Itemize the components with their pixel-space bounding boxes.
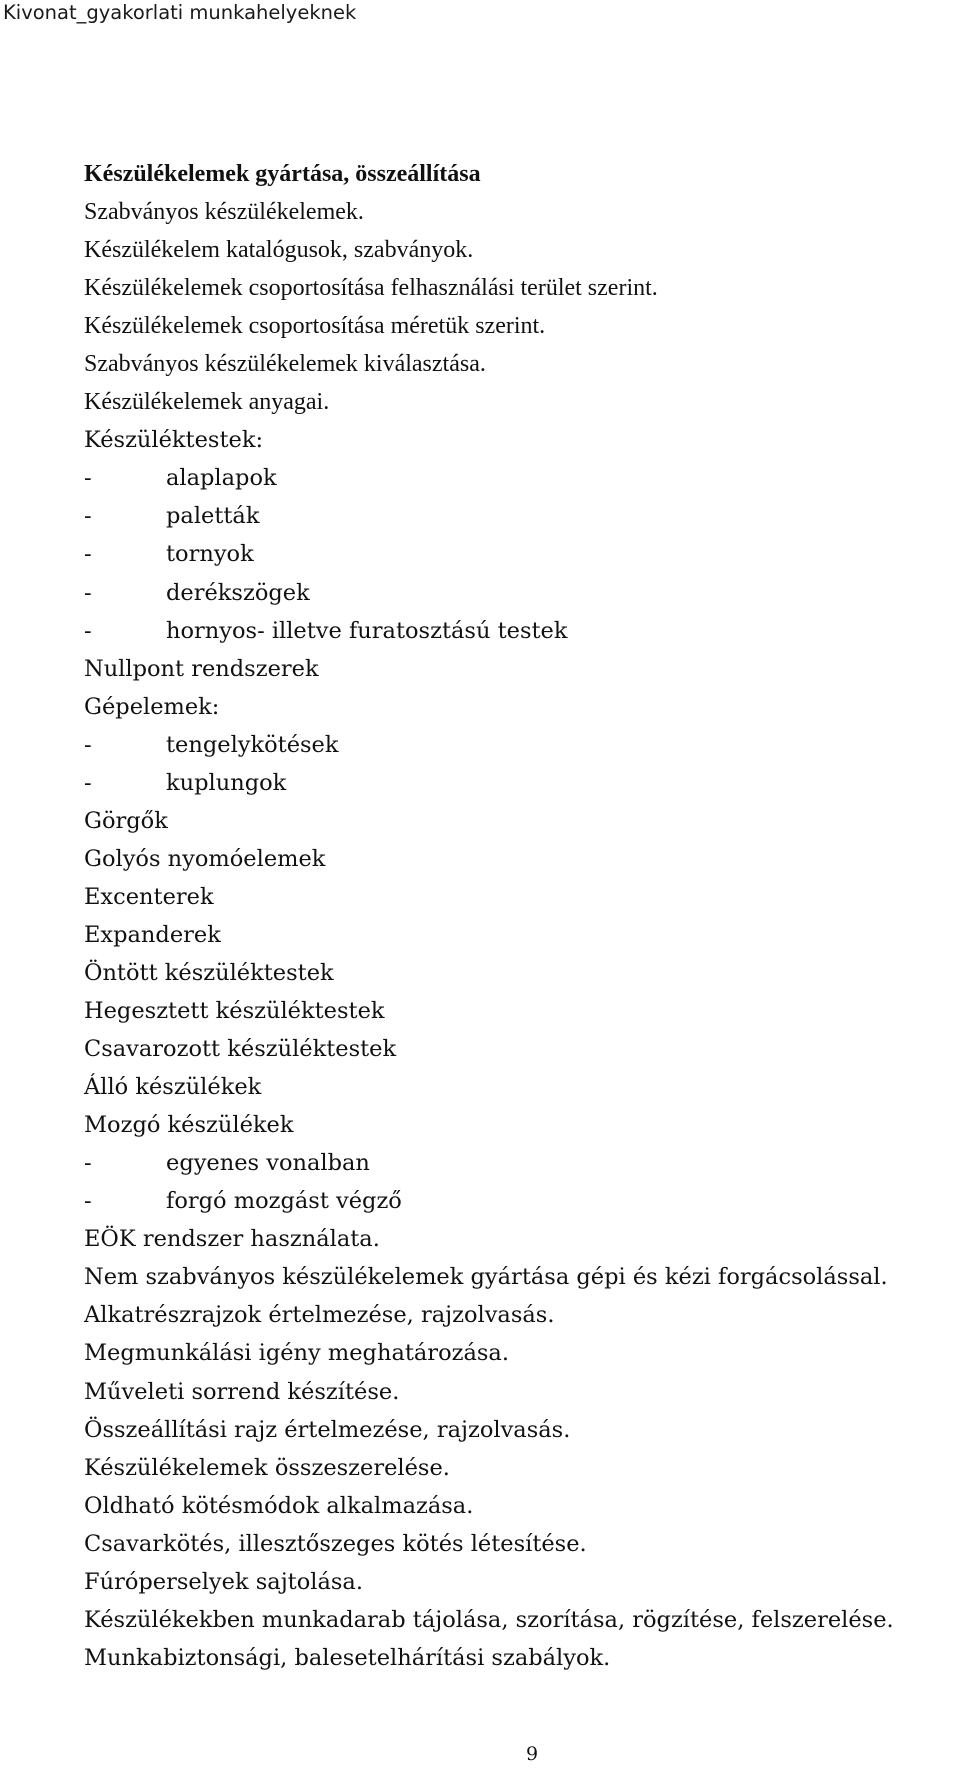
line-text: tengelykötések — [166, 731, 339, 758]
text-line — [84, 688, 954, 726]
text-line — [84, 1296, 954, 1334]
bullet-marker: - — [84, 541, 92, 568]
text-line — [84, 1106, 954, 1144]
text-line — [84, 1068, 954, 1106]
line-text: Készülékelemek csoportosítása méretük szerint. — [84, 313, 546, 340]
line-text: Nullpont rendszerek — [84, 655, 319, 682]
line-text: derékszögek — [166, 579, 310, 606]
text-line — [84, 383, 954, 421]
bullet-marker: - — [84, 617, 92, 644]
line-text: Készülékelemek csoportosítása felhasználási terület szerint. — [84, 275, 658, 302]
line-text: Alkatrészrajzok értelmezése, rajzolvasás. — [84, 1302, 555, 1329]
line-text: forgó mozgást végző — [166, 1188, 402, 1215]
line-text: Golyós nyomóelemek — [84, 845, 326, 872]
text-line — [84, 650, 954, 688]
text-line — [84, 1258, 954, 1296]
line-text: Expanderek — [84, 921, 221, 948]
text-line — [84, 1525, 954, 1563]
bullet-marker: - — [84, 731, 92, 758]
line-text: EÖK rendszer használata. — [84, 1226, 380, 1253]
bullet-item — [84, 535, 954, 573]
line-text: Szabványos készülékelemek kiválasztása. — [84, 351, 486, 378]
text-line — [84, 840, 954, 878]
text-line — [84, 1334, 954, 1372]
line-text: Csavarkötés, illesztőszeges kötés létesítése. — [84, 1530, 587, 1557]
section-heading — [84, 155, 954, 193]
bullet-item — [84, 1182, 954, 1220]
line-text: Csavarozott készüléktestek — [84, 1036, 397, 1063]
bullet-item — [84, 612, 954, 650]
bullet-marker: - — [84, 1188, 92, 1215]
line-text: Készülékelemek anyagai. — [84, 389, 330, 416]
page-number: 9 — [525, 1743, 539, 1765]
text-line — [84, 231, 954, 269]
line-text: Gépelemek: — [84, 693, 220, 720]
bullet-marker: - — [84, 465, 92, 492]
text-line — [84, 802, 954, 840]
line-text: Megmunkálási igény meghatározása. — [84, 1340, 509, 1367]
line-text: Hegesztett készüléktestek — [84, 998, 385, 1025]
line-text: Készülékelemek gyártása, összeállítása — [84, 161, 481, 187]
text-line — [84, 307, 954, 345]
line-text: paletták — [166, 503, 260, 530]
bullet-marker: - — [84, 503, 92, 530]
text-line — [84, 1373, 954, 1411]
bullet-item — [84, 459, 954, 497]
line-text: Excenterek — [84, 883, 214, 910]
bullet-item — [84, 726, 954, 764]
text-line — [84, 1487, 954, 1525]
text-line — [84, 878, 954, 916]
line-text: Álló készülékek — [84, 1074, 262, 1101]
line-text: Mozgó készülékek — [84, 1112, 294, 1139]
document-header: Kivonat_gyakorlati munkahelyeknek — [3, 1, 357, 24]
text-line — [84, 954, 954, 992]
line-text: Oldható kötésmódok alkalmazása. — [84, 1492, 474, 1519]
bullet-marker: - — [84, 769, 92, 796]
text-line — [84, 193, 954, 231]
text-line — [84, 1601, 954, 1639]
line-text: tornyok — [166, 541, 254, 568]
line-text: Nem szabványos készülékelemek gyártása gépi és kézi forgácsolással. — [84, 1264, 888, 1291]
text-line — [84, 1411, 954, 1449]
text-line — [84, 421, 954, 459]
text-line — [84, 1563, 954, 1601]
line-text: Készülékekben munkadarab tájolása, szorítása, rögzítése, felszerelése. — [84, 1606, 894, 1633]
line-text: Görgők — [84, 807, 168, 834]
text-line — [84, 1449, 954, 1487]
line-text: Összeállítási rajz értelmezése, rajzolvasás. — [84, 1416, 571, 1443]
line-text: Készülékelemek összeszerelése. — [84, 1454, 450, 1481]
line-text: Készüléktestek: — [84, 427, 264, 454]
line-text: Fúróperselyek sajtolása. — [84, 1568, 363, 1595]
text-line — [84, 269, 954, 307]
line-text: alaplapok — [166, 465, 277, 492]
text-line — [84, 1639, 954, 1677]
text-line — [84, 345, 954, 383]
text-line — [84, 1220, 954, 1258]
line-text: hornyos- illetve furatosztású testek — [166, 617, 568, 644]
line-text: Szabványos készülékelemek. — [84, 199, 364, 226]
bullet-marker: - — [84, 1150, 92, 1177]
bullet-marker: - — [84, 579, 92, 606]
bullet-item — [84, 497, 954, 535]
line-text: Öntött készüléktestek — [84, 959, 334, 986]
bullet-item — [84, 574, 954, 612]
line-text: Munkabiztonsági, balesetelhárítási szabályok. — [84, 1644, 611, 1671]
text-line — [84, 916, 954, 954]
line-text: Műveleti sorrend készítése. — [84, 1378, 400, 1405]
document-body — [84, 155, 954, 1677]
line-text: egyenes vonalban — [166, 1150, 370, 1177]
text-line — [84, 1030, 954, 1068]
line-text: Készülékelem katalógusok, szabványok. — [84, 237, 474, 264]
line-text: kuplungok — [166, 769, 287, 796]
bullet-item — [84, 1144, 954, 1182]
bullet-item — [84, 764, 954, 802]
text-line — [84, 992, 954, 1030]
